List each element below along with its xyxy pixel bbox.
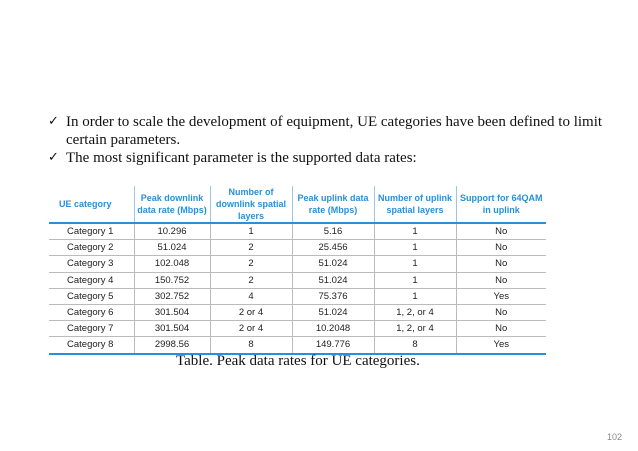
table-cell: 51.024 <box>292 304 374 320</box>
table-cell: No <box>456 256 546 272</box>
table-header-cell: Peak uplink data rate (Mbps) <box>292 186 374 223</box>
table-header-cell: Support for 64QAM in uplink <box>456 186 546 223</box>
table-cell: 10.296 <box>134 223 210 240</box>
bullet-item <box>48 149 608 167</box>
table-row <box>49 240 546 256</box>
page-number: 102 <box>606 432 622 442</box>
bullet-text: The most significant parameter is the supported data rates: <box>66 150 417 166</box>
table-cell: 1 <box>210 223 292 240</box>
table-row <box>49 321 546 337</box>
table-cell: 2 <box>210 256 292 272</box>
table-cell: 2 or 4 <box>210 304 292 320</box>
table-header-cell: Number of downlink spatial layers <box>210 186 292 223</box>
table-cell: 75.376 <box>292 288 374 304</box>
table-row <box>49 304 546 320</box>
table-cell: No <box>456 272 546 288</box>
table-cell: 2 <box>210 240 292 256</box>
table-cell: No <box>456 321 546 337</box>
table-cell: 2 <box>210 272 292 288</box>
table-cell: 2 or 4 <box>210 321 292 337</box>
table-cell: Category 8 <box>49 337 134 354</box>
table-cell: Category 1 <box>49 223 134 240</box>
check-icon: ✓ <box>48 150 59 165</box>
table-cell: 301.504 <box>134 304 210 320</box>
table-cell: Yes <box>456 337 546 354</box>
table-caption: Table. Peak data rates for UE categories. <box>176 353 420 369</box>
table-cell: Category 6 <box>49 304 134 320</box>
table-cell: 150.752 <box>134 272 210 288</box>
table-cell: 1, 2, or 4 <box>374 321 456 337</box>
bullet-item <box>48 113 608 149</box>
table-cell: No <box>456 240 546 256</box>
table-cell: 8 <box>210 337 292 354</box>
table-header-row <box>49 186 546 223</box>
table-cell: Category 2 <box>49 240 134 256</box>
table-cell: Category 7 <box>49 321 134 337</box>
table-cell: 25.456 <box>292 240 374 256</box>
table-cell: 1 <box>374 288 456 304</box>
table-cell: Yes <box>456 288 546 304</box>
table-cell: No <box>456 304 546 320</box>
table-cell: Category 3 <box>49 256 134 272</box>
table-cell: 302.752 <box>134 288 210 304</box>
check-icon: ✓ <box>48 114 59 129</box>
table-cell: 149.776 <box>292 337 374 354</box>
table-row <box>49 337 546 354</box>
table-cell: 301.504 <box>134 321 210 337</box>
table-row <box>49 256 546 272</box>
table-cell: 8 <box>374 337 456 354</box>
ue-category-table-container <box>49 186 546 355</box>
table-header-cell: Number of uplink spatial layers <box>374 186 456 223</box>
table-cell: 4 <box>210 288 292 304</box>
table-cell: Category 5 <box>49 288 134 304</box>
table-cell: No <box>456 223 546 240</box>
table-cell: 2998.56 <box>134 337 210 354</box>
table-cell: 1 <box>374 272 456 288</box>
table-cell: 5.16 <box>292 223 374 240</box>
table-row <box>49 223 546 240</box>
bullet-list <box>48 113 608 167</box>
table-cell: 1 <box>374 240 456 256</box>
table-cell: 10.2048 <box>292 321 374 337</box>
bullet-text: In order to scale the development of equipment, UE categories have been defined to limit certain parameters. <box>66 114 603 148</box>
table-header-cell: UE category <box>49 186 134 223</box>
table-cell: 51.024 <box>134 240 210 256</box>
table-cell: 1 <box>374 256 456 272</box>
table-header-cell: Peak downlink data rate (Mbps) <box>134 186 210 223</box>
table-cell: 51.024 <box>292 272 374 288</box>
table-cell: Category 4 <box>49 272 134 288</box>
table-cell: 51.024 <box>292 256 374 272</box>
ue-category-table <box>49 186 546 355</box>
table-row <box>49 272 546 288</box>
table-cell: 102.048 <box>134 256 210 272</box>
table-cell: 1 <box>374 223 456 240</box>
table-row <box>49 288 546 304</box>
table-cell: 1, 2, or 4 <box>374 304 456 320</box>
